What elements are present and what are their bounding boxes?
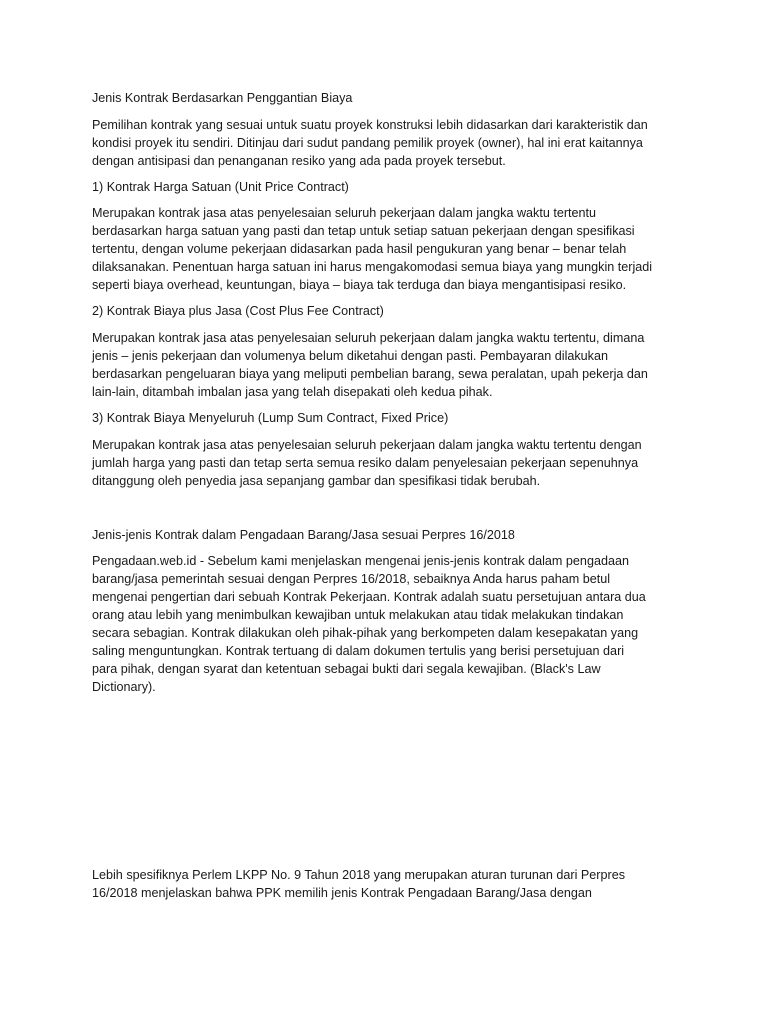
item1-title: 1) Kontrak Harga Satuan (Unit Price Contract) <box>92 180 349 194</box>
item1-body: Merupakan kontrak jasa atas penyelesaian seluruh pekerjaan dalam jangka waktu tertentu berdasarkan harga satuan yang pasti dan tetap untuk setiap satuan pekerjaan dengan spesifikasi tertentu, dengan volume pekerjaan didasarkan pada hasil pengukuran yang benar – benar telah dilaksanakan. Penentuan harga satuan ini harus mengakomodasi semua biaya yang mungkin terjadi seperti biaya overhead, keuntungan, biaya – biaya tak terduga dan biaya mengantisipasi resiko. <box>92 206 653 292</box>
heading-jenis-kontrak: Jenis Kontrak Berdasarkan Penggantian Biaya <box>92 91 353 105</box>
paragraph-intro: Pemilihan kontrak yang sesuai untuk suatu proyek konstruksi lebih didasarkan dari karakteristik dan kondisi proyek itu sendiri. Ditinjau dari sudut pandang pemilik proyek (owner), hal ini erat kaitannya dengan antisipasi dan penanganan resiko yang ada pada proyek tersebut. <box>92 118 648 168</box>
item3-title: 3) Kontrak Biaya Menyeluruh (Lump Sum Contract, Fixed Price) <box>92 411 449 425</box>
item2-body: Merupakan kontrak jasa atas penyelesaian seluruh pekerjaan dalam jangka waktu tertentu, dimana jenis – jenis pekerjaan dan volumenya belum diketahui dengan pasti. Pembayaran dilakukan berdasarkan pengeluaran biaya yang meliputi pembelian barang, sewa peralatan, upah pekerja dan lain-lain, ditambah imbalan jasa yang telah disepakati oleh kedua pihak. <box>92 331 648 399</box>
heading-perpres: Jenis-jenis Kontrak dalam Pengadaan Barang/Jasa sesuai Perpres 16/2018 <box>92 528 515 542</box>
item3-body: Merupakan kontrak jasa atas penyelesaian seluruh pekerjaan dalam jangka waktu tertentu dengan jumlah harga yang pasti dan tetap serta semua resiko dalam penyelesaian pekerjaan sepenuhnya ditanggung oleh penyedia jasa sepanjang gambar dan spesifikasi tidak berubah. <box>92 438 642 488</box>
paragraph-perlem: Lebih spesifiknya Perlem LKPP No. 9 Tahun 2018 yang merupakan aturan turunan dari Perpres 16/2018 menjelaskan bahwa PPK memilih jenis Kontrak Pengadaan Barang/Jasa dengan <box>92 868 626 900</box>
item2-title: 2) Kontrak Biaya plus Jasa (Cost Plus Fee Contract) <box>92 304 384 318</box>
paragraph-pengadaan: Pengadaan.web.id - Sebelum kami menjelaskan mengenai jenis-jenis kontrak dalam pengadaan barang/jasa pemerintah sesuai dengan Perpres 16/2018, sebaiknya Anda harus paham betul mengenai pengertian dari sebuah Kontrak Pekerjaan. Kontrak adalah suatu persetujuan antara dua orang atau lebih yang menimbulkan kewajiban untuk melakukan atau tidak melakukan tindakan secara sebagian. Kontrak dilakukan oleh pihak-pihak yang berkompeten dalam kesepakatan yang saling menguntungkan. Kontrak tertuang di dalam dokumen tertulis yang berisi persetujuan dari para pihak, dengan syarat dan ketentuan sebagai bukti dari segala kewajiban. (Black's Law Dictionary). <box>92 554 646 694</box>
